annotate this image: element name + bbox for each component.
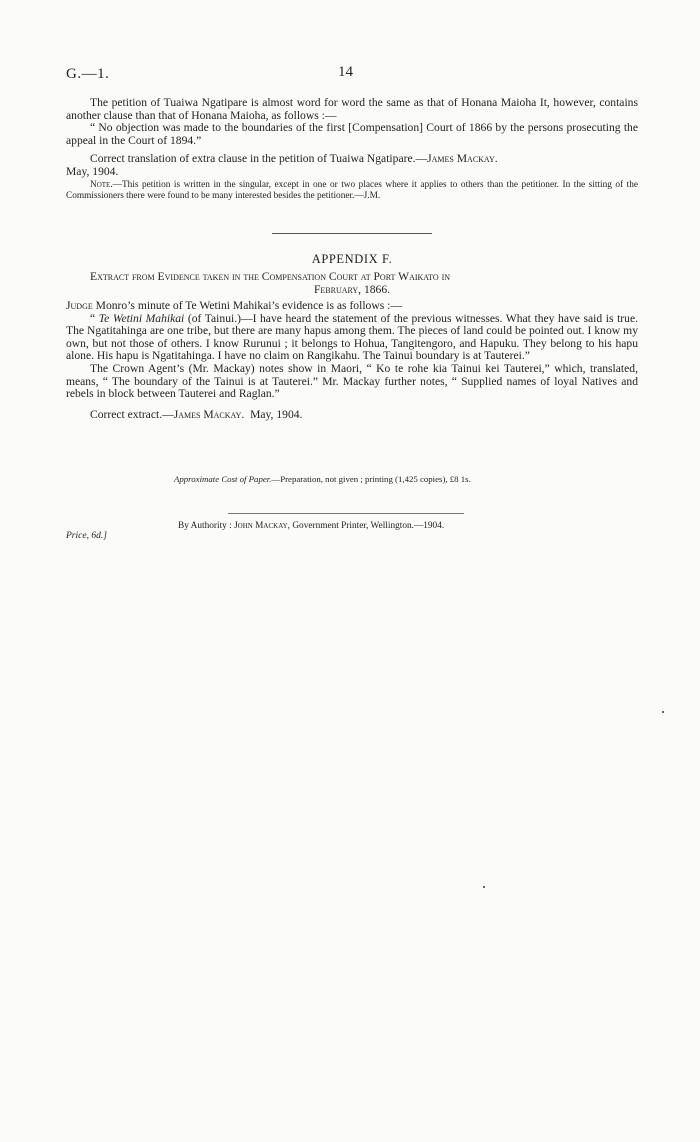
footer-divider: [228, 513, 464, 514]
appendix-subtitle: [66, 270, 638, 296]
authority-suffix: Government Printer, Wellington.—1904.: [292, 521, 445, 531]
extract-date: May, 1904.: [250, 407, 303, 421]
crown-agent-paragraph: The Crown Agent’s (Mr. Mackay) notes show in Maori, “ Ko te rohe kia Tainui kei Tauterei,” which, translated, means, “ The boundary of the Tainui is at Tauterei.” Mr. Mackay further notes, “ Supplied names of loyal Natives and rebels in block between Tauterei and Raglan.”: [66, 361, 638, 401]
translation-date: May, 1904.: [66, 164, 119, 178]
translation-prefix: Correct translation of extra clause in the petition of Tuaiwa Ngatipare.—: [90, 152, 428, 166]
subtitle-line-2: February, 1866.: [313, 283, 391, 296]
authority-line: [178, 521, 444, 531]
extract-signer: James Mackay.: [173, 407, 245, 421]
translation-signer: James Mackay.: [427, 152, 498, 166]
petition-note: [66, 180, 638, 202]
note-text: —This petition is written in the singular, except in one or two places where it applies to others than the petitioner. In the sitting of the Commissioners there were found to be many interested besides the petitioner.—J.M.: [66, 179, 638, 201]
scan-speck: [662, 711, 664, 713]
judge-label: Judge: [66, 299, 93, 312]
authority-name: John Mackay,: [234, 521, 291, 531]
judge-text: Monro’s minute of Te Wetini Mahikai’s evidence is as follows :—: [92, 299, 402, 312]
scan-speck: [483, 886, 485, 888]
petition-section: [66, 97, 638, 202]
translation-line: [66, 153, 638, 166]
extract-line: [66, 409, 638, 422]
evidence-name: Te Wetini Mahikai: [98, 311, 185, 325]
authority-prefix: By Authority :: [178, 521, 232, 531]
page-number: 14: [338, 64, 353, 80]
document-reference: G.—1.: [66, 66, 110, 82]
evidence-text: (of Tainui.)—I have heard the statement of the previous witnesses. What they have said is true. The Ngatitahinga are one tribe, but there are many hapus among them. The pieces of land could be pointed out. I know my own, but not those of others. I know Rurunui ; it belongs to Hohua, Tangitengoro, and Hapuku. They belong to his hapu alone. His hapu is Ngatitahinga. I have no claim on Rangikahu. The Tainui boundary is at Tauterei.”: [66, 311, 638, 363]
cost-label: Approximate Cost of Paper.: [174, 474, 272, 484]
petition-quote: “ No objection was made to the boundaries of the first [Compensation] Court of 1866 by the persons prosecuting the appeal in the Court of 1894.”: [66, 121, 638, 147]
appendix-title: APPENDIX F.: [311, 252, 393, 266]
extract-prefix: Correct extract.—: [90, 407, 174, 421]
section-divider: [272, 233, 432, 234]
cost-text: —Preparation, not given ; printing (1,425 copies), £8 1s.: [271, 474, 471, 484]
appendix-body: [66, 300, 638, 421]
price-label: Price, 6d.]: [66, 531, 107, 541]
cost-line: [174, 474, 471, 484]
petition-paragraph: The petition of Tuaiwa Ngatipare is almost word for word the same as that of Honana Maioha It, however, contains another clause than that of Honana Maioha, as follows :—: [66, 96, 638, 122]
evidence-paragraph: “ Te Wetini Mahikai (of Tainui.)—I have heard the statement of the previous witnesses. What they have said is true. The Ngatitahinga are one tribe, but there are many hapus among them. The pieces of land could be pointed out. I know my own, but not those of others. I know Rurunui ; it belongs to Hohua, Tangitengoro, and Hapuku. They belong to his hapu alone. His hapu is Ngatitahinga. I have no claim on Rangikahu. The Tainui boundary is at Tauterei.”: [66, 311, 638, 363]
subtitle-line-1: Extract from Evidence taken in the Compensation Court at Port Waikato in: [90, 270, 451, 283]
note-label: Note.: [90, 179, 113, 190]
